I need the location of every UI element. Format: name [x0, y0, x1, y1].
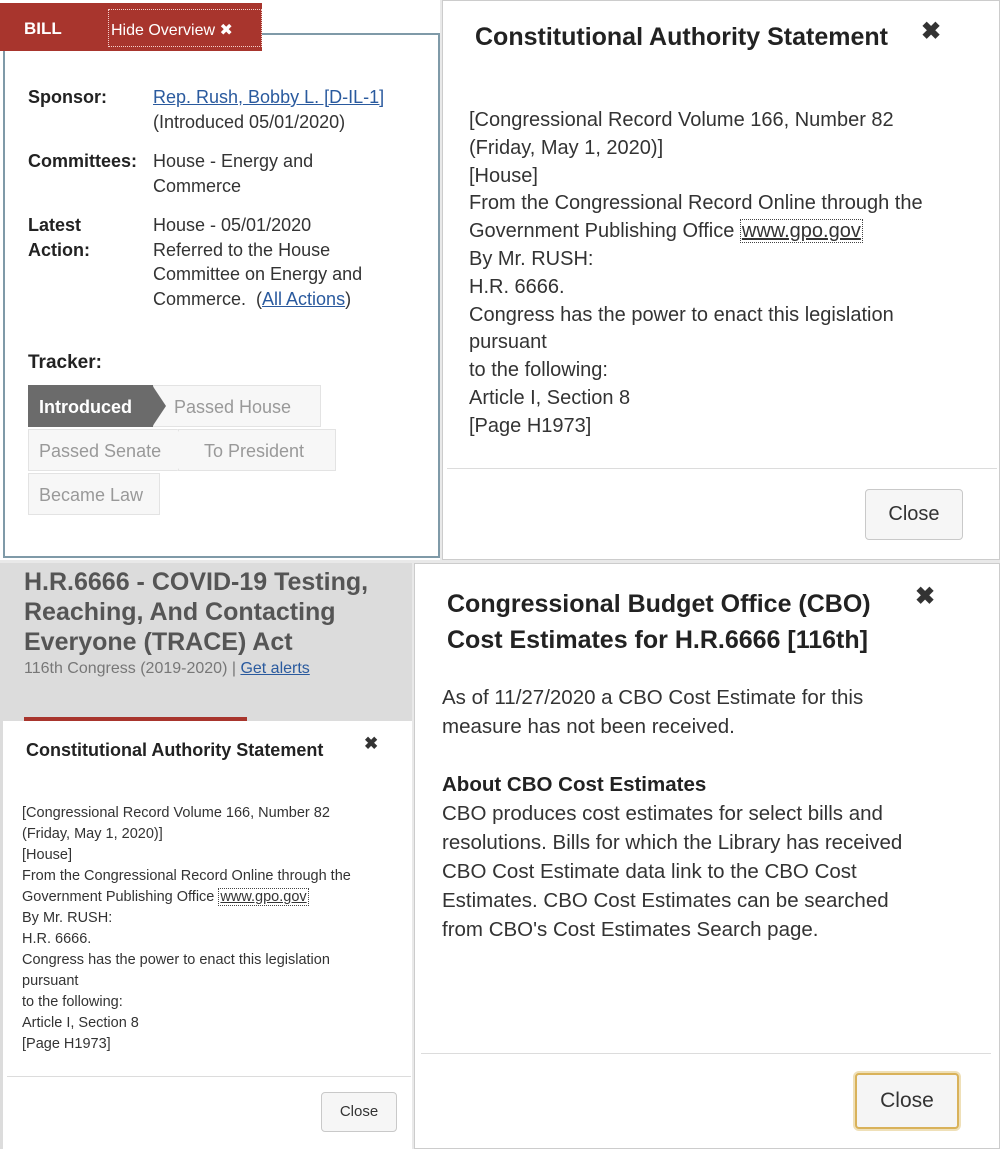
- latest-action-line: Referred to the House: [153, 239, 331, 260]
- introduced-date: (Introduced 05/01/2020): [153, 111, 346, 132]
- statement-body: [Congressional Record Volume 166, Number 82 (Friday, May 1, 2020)] [House] From the Congressional Record Online through the Government Publishing Office www.gpo.gov By Mr. RUSH: H.R. 6666. Congress has the power to enact this legislation pursuant to the following: Article I, Section 8 [Page H1973]: [22, 805, 351, 1052]
- bill-title: H.R.6666 - COVID-19 Testing, Reaching, And Contacting Everyone (TRACE) Act: [24, 568, 369, 656]
- all-actions-link[interactable]: All Actions: [262, 288, 346, 309]
- tracker-stage-to-president: To President: [178, 429, 336, 471]
- statement-body: [Congressional Record Volume 166, Number 82 (Friday, May 1, 2020)] [House] From the Congressional Record Online through the Government Publishing Office www.gpo.gov By Mr. RUSH: H.R. 6666. Congress has the power to enact this legislation pursuant to the following: Article I, Section 8 [Page H1973]: [469, 109, 923, 437]
- close-icon[interactable]: ✖: [364, 734, 379, 753]
- modal-title: Congressional Budget Office (CBO) Cost Estimates for H.R.6666 [116th]: [447, 590, 871, 654]
- modal-title: Constitutional Authority Statement: [26, 740, 324, 760]
- bill-overview-panel: [0, 0, 440, 560]
- gpo-link[interactable]: www.gpo.gov: [220, 889, 307, 905]
- sponsor-label: Sponsor:: [28, 87, 107, 107]
- close-button[interactable]: Close: [855, 1073, 959, 1129]
- divider: [7, 1076, 411, 1077]
- bill-tab[interactable]: BILL: [24, 19, 62, 38]
- close-button[interactable]: Close: [321, 1092, 397, 1132]
- committees-value-line: House - Energy and: [153, 151, 314, 171]
- committees-value-line: Commerce: [153, 175, 242, 196]
- tracker-stage-passed-senate: Passed Senate: [28, 429, 178, 471]
- cbo-about-section: About CBO Cost Estimates CBO produces cost estimates for select bills and resolutions. Bills for which the Library has received CBO Cost Estimate data link to the CBO Cost Estimates. CBO Cost Estimates can be searched from CBO's Cost Estimates Search page.: [442, 770, 902, 944]
- close-icon[interactable]: ✖: [915, 583, 936, 610]
- latest-action-line: Committee on Energy and: [153, 264, 363, 284]
- close-button[interactable]: Close: [865, 489, 963, 540]
- overview-tab-bar: [0, 3, 262, 51]
- tracker-label: Tracker:: [28, 352, 102, 373]
- gpo-link[interactable]: www.gpo.gov: [741, 220, 861, 243]
- const-authority-modal-small: [3, 721, 412, 1149]
- about-heading: About CBO Cost Estimates: [442, 773, 707, 796]
- committees-label: Committees:: [28, 151, 138, 171]
- tracker-stage-became-law: Became Law: [28, 473, 160, 515]
- const-authority-modal-large: [442, 0, 1000, 560]
- hide-overview-button[interactable]: Hide Overview ✖: [108, 9, 262, 47]
- get-alerts-link[interactable]: Get alerts: [240, 660, 310, 677]
- divider: [447, 468, 997, 469]
- sponsor-link[interactable]: Rep. Rush, Bobby L. [D-IL-1]: [153, 87, 385, 107]
- tracker-stage-passed-house: Passed House: [153, 385, 321, 427]
- latest-action-line: Commerce. (All Actions): [153, 288, 352, 309]
- latest-action-label: Latest Action:: [28, 215, 90, 260]
- close-icon[interactable]: ✖: [921, 18, 942, 45]
- cbo-status-text: As of 11/27/2020 a CBO Cost Estimate for this measure has not been received.: [442, 686, 864, 738]
- congress-line: 116th Congress (2019-2020) | Get alerts: [24, 660, 310, 677]
- tracker-stage-introduced: Introduced: [28, 385, 153, 427]
- divider: [421, 1053, 991, 1054]
- latest-action-line: House - 05/01/2020: [153, 215, 312, 235]
- bill-page-panel: [0, 563, 412, 1149]
- cbo-cost-estimate-modal: [414, 563, 1000, 1149]
- modal-title: Constitutional Authority Statement: [475, 23, 888, 51]
